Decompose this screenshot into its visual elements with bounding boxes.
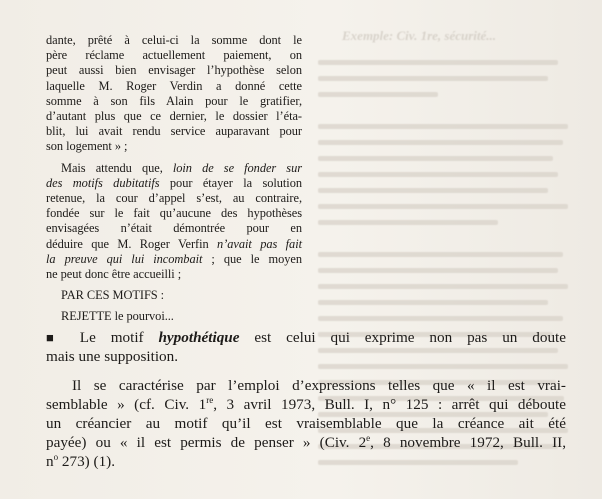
text-line: blit, lui avait rendu service auparavant pour — [46, 124, 302, 139]
bleed-through-line — [318, 182, 588, 198]
text-line: son logement » ; — [46, 139, 128, 154]
bleed-through-line — [318, 198, 588, 214]
text-line: d’autant plus que ce dernier, le dossier l’éta- — [46, 109, 302, 124]
paragraph-argument — [46, 33, 302, 155]
text-line: dante, prêté à celui-ci la somme dont le — [46, 33, 302, 47]
text-line: ■ Le motif hypothétique est celui qui exprime non pas un doute — [46, 329, 566, 346]
bleed-through-title: Exemple: Civ. 1re, sécurité... — [342, 28, 497, 43]
text-line: somme à son fils Alain pour le gratifier, — [46, 93, 302, 108]
bleed-through-line — [318, 278, 588, 294]
bleed-through-line — [318, 246, 588, 262]
text-line: la preuve qui lui incombait ; que le moyen — [46, 251, 303, 266]
text-line: Mais attendu que, loin de se fonder sur — [61, 160, 303, 175]
text-line: laquelle M. Roger Verdin a donné cette — [46, 78, 302, 93]
bleed-through-line — [318, 134, 588, 150]
text-line: payée) ou « il est permis de penser » (Civ. 2e, 8 novembre 1972, Bull. II, — [46, 432, 566, 451]
text-line: $n^o$ 273) (1). — [46, 451, 116, 470]
square-bullet-icon: ■ — [46, 330, 65, 345]
text-line: fondée sur le fait qu’aucune des hypothèses — [46, 206, 302, 221]
text-line: semblable » (cf. Civ. 1re, 3 avril 1973, Bull. I, n° 125 : arrêt qui déboute — [46, 394, 566, 413]
paragraph-attendu — [46, 161, 302, 283]
text-line: père réclame actuellement paiement, on — [46, 48, 302, 63]
text-line: envisagées n’était démontrée pour en — [46, 221, 302, 236]
bleed-through-line — [318, 54, 588, 70]
bleed-through-line — [318, 70, 588, 86]
text-line: mais une supposition. — [46, 348, 179, 365]
bleed-through-line — [318, 230, 588, 246]
text-line: déduire que M. Roger Verfin n’avait pas fait — [46, 236, 302, 251]
paragraph-definition — [46, 328, 566, 366]
text-line: Il se caractérise par l’emploi d’expressions telles que « il est vrai- — [72, 377, 566, 394]
text-line: peut aussi bien envisager l’hypothèse selon — [46, 63, 302, 78]
paragraph-characterization — [46, 376, 566, 471]
text-line: un créancier au motif qu’il est vraisemblable que la créance ait été — [46, 415, 566, 432]
quoted-judgment-column — [46, 33, 302, 325]
commentary-text — [46, 328, 566, 471]
bleed-through-line — [318, 294, 588, 310]
bleed-through-line — [318, 150, 588, 166]
text-line: ne peut donc être accueilli ; — [46, 267, 182, 282]
text-line: retenue, la cour d’appel s’est, au contraire, — [46, 191, 302, 206]
bleed-through-line — [318, 214, 588, 230]
bleed-through-line — [318, 102, 588, 118]
bleed-through-line — [318, 118, 588, 134]
bleed-through-line — [318, 310, 588, 326]
heading-par-ces-motifs: PAR CES MOTIFS : — [61, 288, 165, 303]
verdict-rejette: REJETTE le pourvoi... — [61, 309, 174, 324]
bleed-through-line — [318, 262, 588, 278]
bleed-through-line — [318, 166, 588, 182]
bleed-through-line — [318, 86, 588, 102]
text-line: des motifs dubitatifs pour étayer la solution — [46, 175, 302, 190]
